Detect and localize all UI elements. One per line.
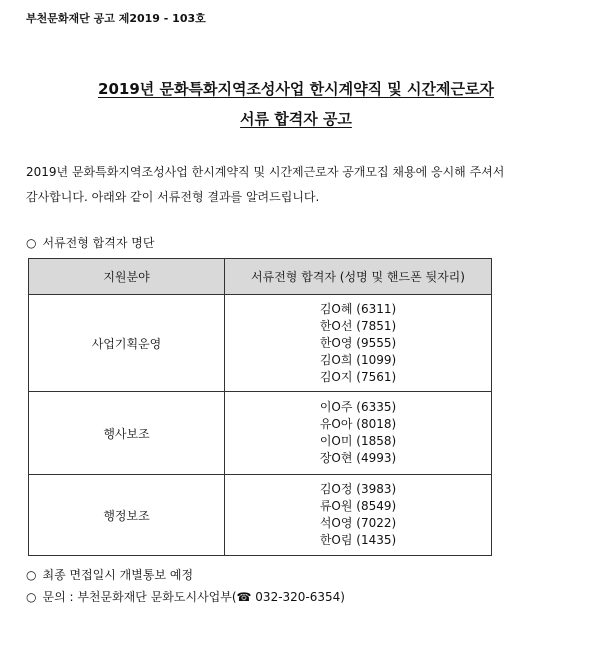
applicant-name: 이O미 (1858) [319,434,397,448]
header-number: 제2019 - 103호 [118,12,206,25]
section-heading [26,234,154,251]
field-cell: 사업기획운영 [29,295,225,392]
note-contact [26,586,345,608]
notes-list [26,564,345,608]
applicant-name: 김O희 (1099) [319,352,397,367]
applicant-name: 한O영 (9555) [319,335,397,350]
applicant-name: 유O아 (8018) [319,417,397,431]
field-cell: 행사보조 [29,392,225,475]
applicant-name: 한O선 (7851) [319,318,397,333]
applicant-name: 류O원 (8549) [319,499,397,513]
field-cell: 행정보조 [29,475,225,556]
note-text: 최종 면접일시 개별통보 예정 [42,568,194,582]
table-header-row [29,259,492,295]
intro-line-1: 2019년 문화특화지역조성사업 한시계약직 및 시간제근로자 공개모집 채용에 응시해 주셔서 [26,165,505,179]
table-row [29,392,492,475]
header-field: 지원분야 [29,259,225,295]
title-line-2: 서류 합격자 공고 [240,110,352,128]
intro-paragraph [26,160,566,210]
note-text: 문의 : 부천문화재단 문화도시사업부(☎ 032-320-6354) [42,590,345,604]
applicant-name: 김O정 (3983) [319,482,397,496]
header-org: 부천문화재단 [26,12,90,25]
applicant-name: 김O지 (7561) [319,369,397,384]
header-label: 공고 [93,12,115,25]
circle-bullet-icon: ○ [26,568,37,582]
section-title: 서류전형 합격자 명단 [42,236,155,250]
intro-line-2: 감사합니다. 아래와 같이 서류전형 결과를 알려드립니다. [26,190,320,204]
names-cell [225,392,492,475]
names-cell [225,295,492,392]
table-row [29,295,492,392]
applicant-name: 장O현 (4993) [319,451,397,465]
title-line-1: 2019년 문화특화지역조성사업 한시계약직 및 시간제근로자 [98,80,494,98]
circle-bullet-icon: ○ [26,236,37,250]
names-cell [225,475,492,556]
applicant-name: 김O혜 (6311) [319,301,397,316]
note-interview [26,564,345,586]
applicant-name: 한O림 (1435) [319,533,397,547]
circle-bullet-icon: ○ [26,590,37,604]
applicant-name: 이O주 (6335) [319,400,397,414]
applicant-name: 석O영 (7022) [319,516,397,530]
table-row [29,475,492,556]
notice-header [26,10,206,26]
results-table [28,258,492,556]
header-names: 서류전형 합격자 (성명 및 핸드폰 뒷자리) [225,259,492,295]
